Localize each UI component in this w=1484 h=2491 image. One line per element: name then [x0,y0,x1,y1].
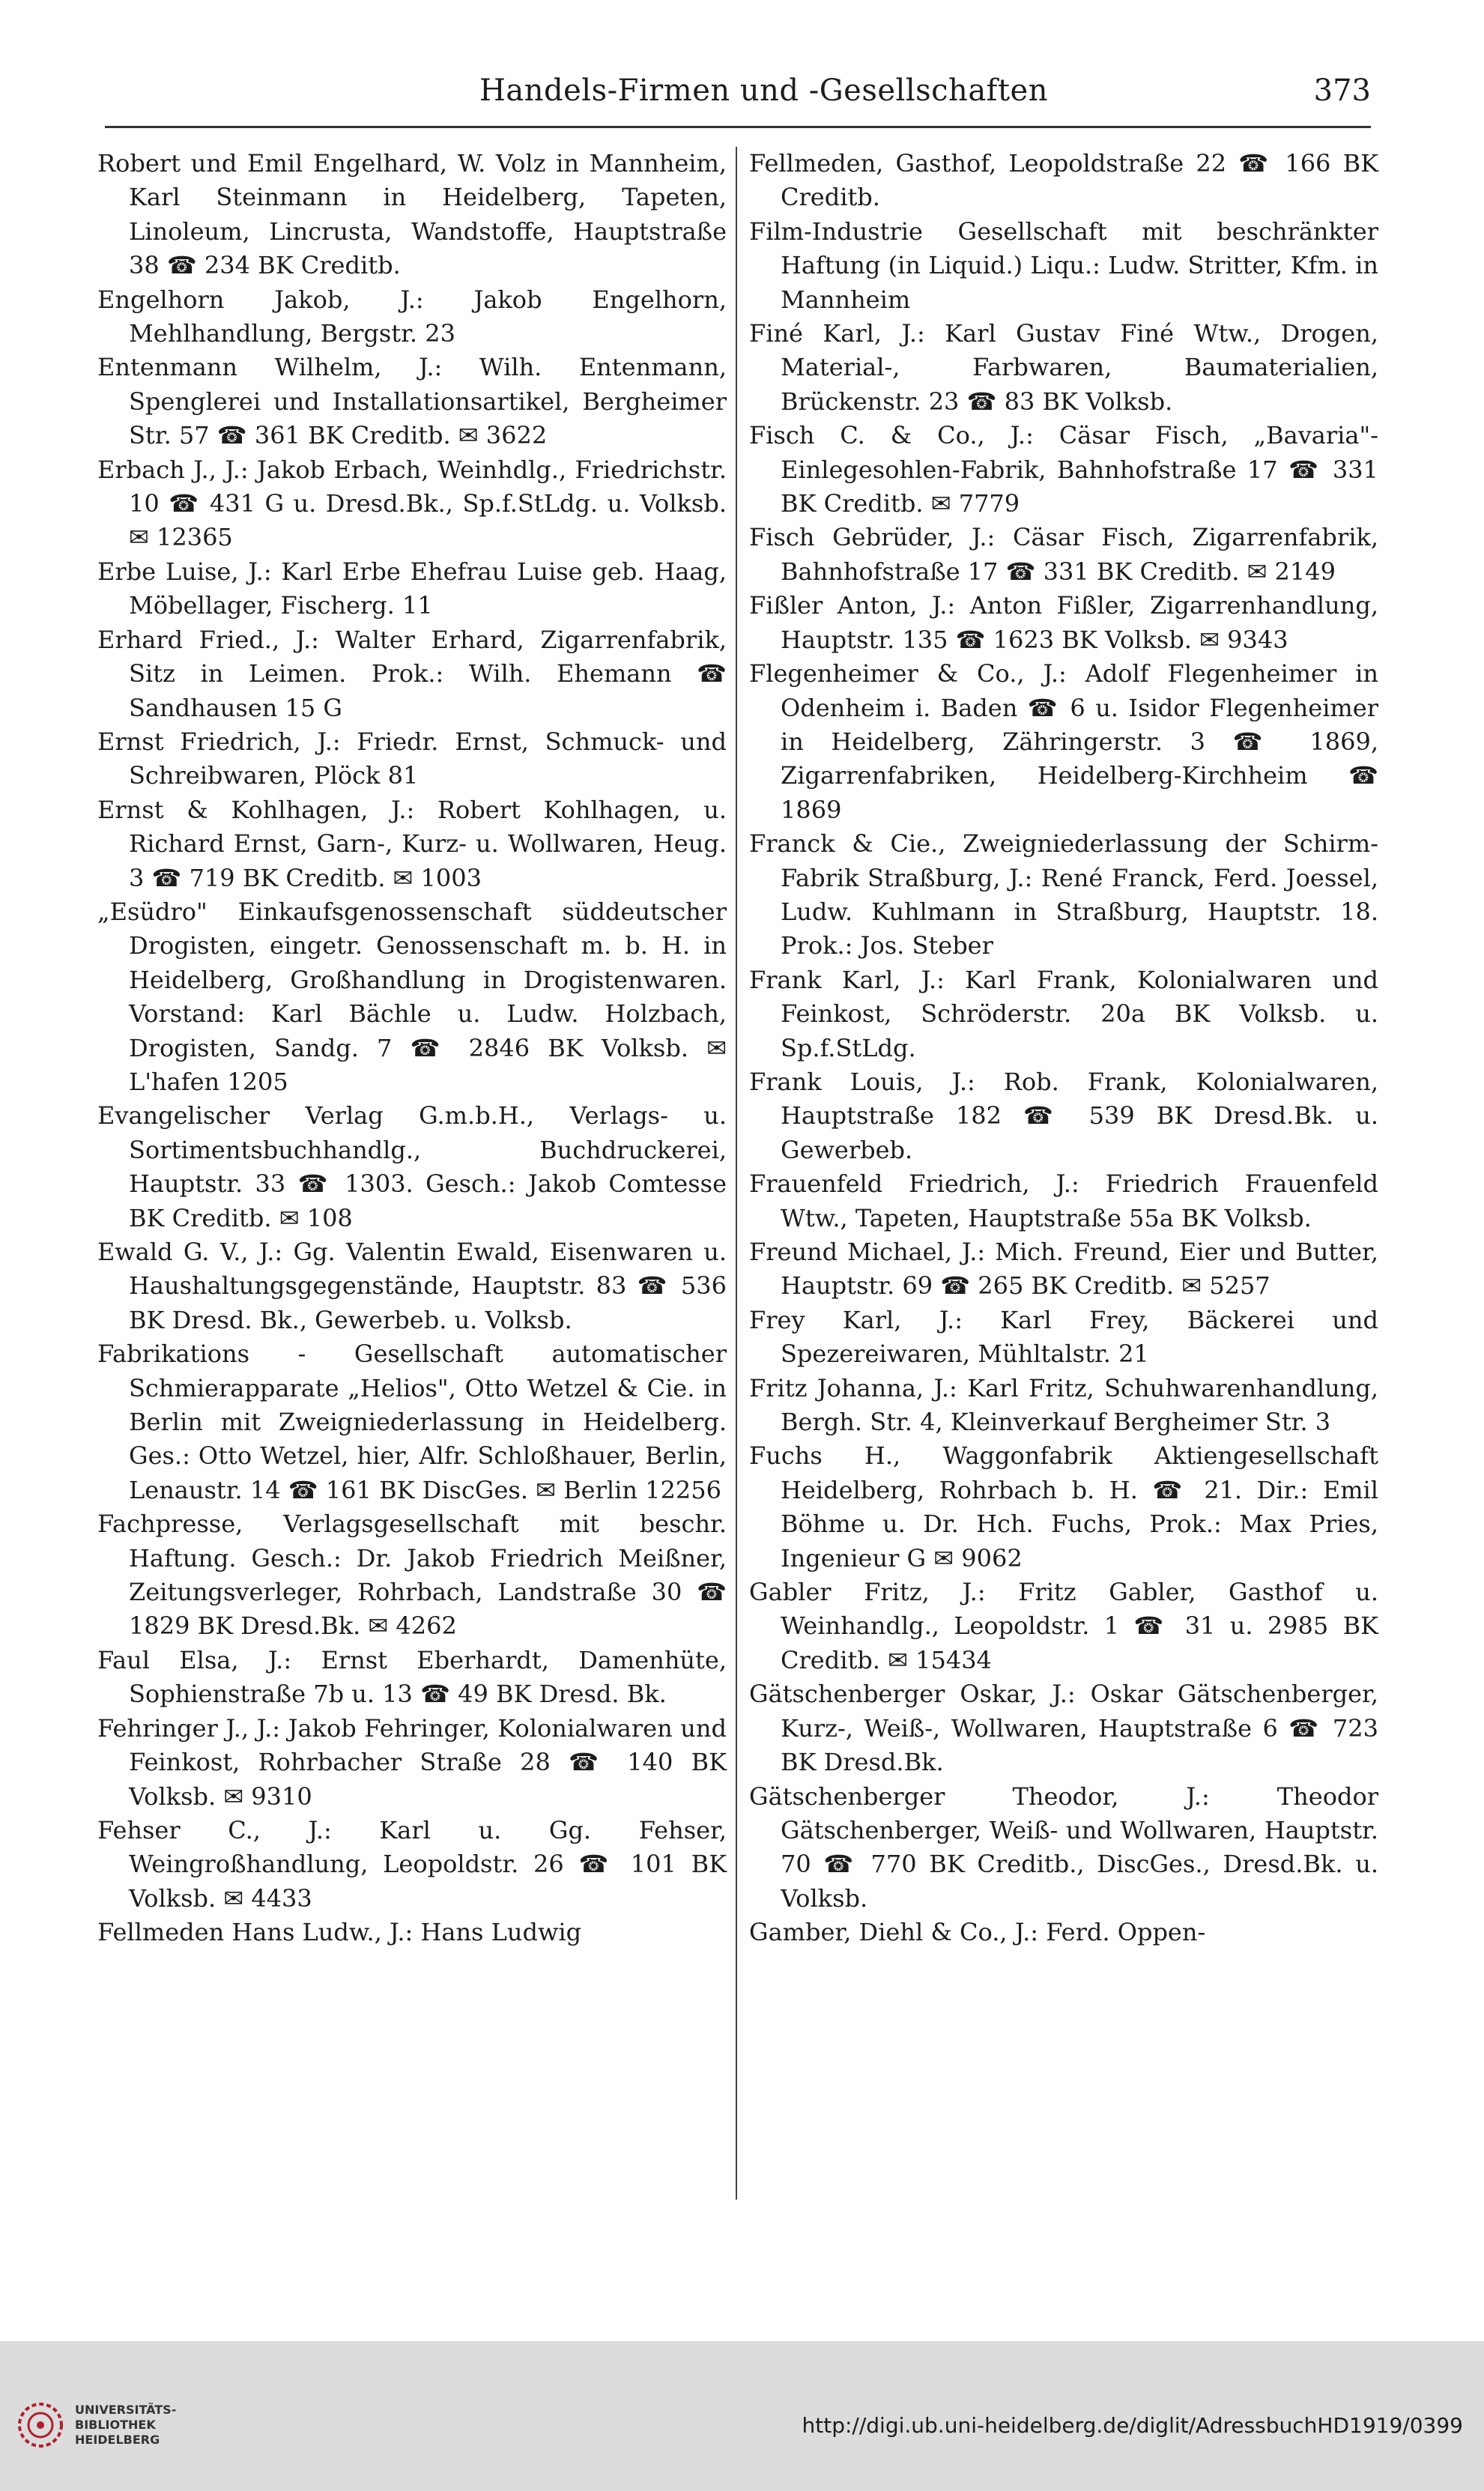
directory-entry: „Esüdro" Einkaufsgenossenschaft süddeutscher Drogisten, eingetr. Genossenschaft m. b. H. in Heidelberg, Großhandlung in Drogistenwaren. Vorstand: Karl Bächle u. Ludw. Holzbach, Drogisten, Sandg. 7 ☎ 2846 BK Volksb. ✉ L'hafen 1205 [97,897,727,1096]
source-url-link[interactable]: http://digi.ub.uni-heidelberg.de/diglit/AdressbuchHD1919/0399 [802,2413,1463,2438]
directory-entry: Fisch Gebrüder, J.: Cäsar Fisch, Zigarrenfabrik, Bahnhofstraße 17 ☎ 331 BK Creditb. ✉ 2149 [749,523,1378,586]
page-header [105,66,1371,128]
directory-entry: Film-Industrie Gesellschaft mit beschränkter Haftung (in Liquid.) Liqu.: Ludw. Stritter, Kfm. in Mannheim [749,217,1378,314]
directory-entry: Fißler Anton, J.: Anton Fißler, Zigarrenhandlung, Hauptstr. 135 ☎ 1623 BK Volksb. ✉ 9343 [749,591,1378,654]
directory-entry: Ewald G. V., J.: Gg. Valentin Ewald, Eisenwaren u. Haushaltungsgegenstände, Hauptstr. 83 ☎ 536 BK Dresd. Bk., Gewerbeb. u. Volksb. [97,1238,727,1334]
directory-entry: Frey Karl, J.: Karl Frey, Bäckerei und Spezereiwaren, Mühltalstr. 21 [749,1305,1378,1369]
directory-entry: Erbe Luise, J.: Karl Erbe Ehefrau Luise geb. Haag, Möbellager, Fischerg. 11 [97,557,727,620]
directory-entry: Fachpresse, Verlagsgesellschaft mit beschr. Haftung. Gesch.: Dr. Jakob Friedrich Meißner, Zeitungsverleger, Rohrbach, Landstraße 30 ☎ 1829 BK Dresd.Bk. ✉ 4262 [97,1510,727,1641]
directory-entry: Robert und Emil Engelhard, W. Volz in Mannheim, Karl Steinmann in Heidelberg, Tapeten, Linoleum, Lincrusta, Wandstoffe, Hauptstraße 38 ☎ 234 BK Creditb. [97,149,727,280]
directory-entry: Frauenfeld Friedrich, J.: Friedrich Frauenfeld Wtw., Tapeten, Hauptstraße 55a BK Volksb. [749,1169,1378,1232]
directory-entry: Gabler Fritz, J.: Fritz Gabler, Gasthof u. Weinhandlg., Leopoldstr. 1 ☎ 31 u. 2985 BK Creditb. ✉ 15434 [749,1578,1378,1674]
directory-entry: Fellmeden Hans Ludw., J.: Hans Ludwig [97,1918,582,1947]
directory-entry: Fellmeden, Gasthof, Leopoldstraße 22 ☎ 166 BK Creditb. [749,149,1378,212]
directory-entry: Franck & Cie., Zweigniederlassung der Schirm-Fabrik Straßburg, J.: René Franck, Ferd. Joessel, Ludw. Kuhlmann in Straßburg, Hauptstr. 18. Prok.: Jos. Steber [749,829,1378,960]
directory-entry: Engelhorn Jakob, J.: Jakob Engelhorn, Mehlhandlung, Bergstr. 23 [97,285,727,348]
right-column [749,147,1378,1950]
directory-entry: Fuchs H., Waggonfabrik Aktiengesellschaft Heidelberg, Rohrbach b. H. ☎ 21. Dir.: Emil Böhme u. Dr. Hch. Fuchs, Prok.: Max Pries, Ingenieur G ✉ 9062 [749,1441,1378,1573]
directory-entry: Erbach J., J.: Jakob Erbach, Weinhdlg., Friedrichstr. 10 ☎ 431 G u. Dresd.Bk., Sp.f.StLdg. u. Volksb. ✉ 12365 [97,455,727,552]
column-divider [736,147,737,2200]
directory-entry: Entenmann Wilhelm, J.: Wilh. Entenmann, Spenglerei und Installationsartikel, Bergheimer Str. 57 ☎ 361 BK Creditb. ✉ 3622 [97,353,727,450]
directory-entry: Ernst & Kohlhagen, J.: Robert Kohlhagen, u. Richard Ernst, Garn-, Kurz- u. Wollwaren, Heug. 3 ☎ 719 BK Creditb. ✉ 1003 [97,795,727,892]
footer-bar [0,2341,1484,2491]
directory-entry: Evangelischer Verlag G.m.b.H., Verlags- u. Sortimentsbuchhandlg., Buchdruckerei, Hauptstr. 33 ☎ 1303. Gesch.: Jakob Comtesse BK Creditb. ✉ 108 [97,1101,727,1232]
directory-entry: Gätschenberger Oskar, J.: Oskar Gätschenberger, Kurz-, Weiß-, Wollwaren, Hauptstraße 6 ☎ 723 BK Dresd.Bk. [749,1680,1378,1777]
directory-entry: Frank Karl, J.: Karl Frank, Kolonialwaren und Feinkost, Schröderstr. 20a BK Volksb. u. Sp.f.StLdg. [749,965,1378,1062]
directory-entry: Ernst Friedrich, J.: Friedr. Ernst, Schmuck- und Schreibwaren, Plöck 81 [97,727,727,790]
library-name [75,2403,176,2448]
directory-entry: Fritz Johanna, J.: Karl Fritz, Schuhwarenhandlung, Bergh. Str. 4, Kleinverkauf Bergheimer Str. 3 [749,1373,1378,1437]
directory-entry: Freund Michael, J.: Mich. Freund, Eier und Butter, Hauptstr. 69 ☎ 265 BK Creditb. ✉ 5257 [749,1238,1378,1301]
directory-entry: Fehser C., J.: Karl u. Gg. Fehser, Weingroßhandlung, Leopoldstr. 26 ☎ 101 BK Volksb. ✉ 4433 [97,1815,727,1913]
library-name-line: UNIVERSITÄTS- [75,2403,177,2417]
directory-entry: Gätschenberger Theodor, J.: Theodor Gätschenberger, Weiß- und Wollwaren, Hauptstr. 70 ☎ 770 BK Creditb., DiscGes., Dresd.Bk. u. Volksb. [749,1782,1378,1913]
university-library-logo-icon [16,2401,64,2449]
directory-entry: Frank Louis, J.: Rob. Frank, Kolonialwaren, Hauptstraße 182 ☎ 539 BK Dresd.Bk. u. Gewerbeb. [749,1067,1378,1164]
library-name-line: HEIDELBERG [75,2433,160,2447]
directory-entry: Flegenheimer & Co., J.: Adolf Flegenheimer in Odenheim i. Baden ☎ 6 u. Isidor Flegenheimer in Heidelberg, Zähringerstr. 3 ☎ 1869, Zigarrenfabriken, Heidelberg-Kirchheim ☎ 1869 [749,659,1378,824]
directory-entry: Fabrikations - Gesellschaft automatischer Schmierapparate „Helios", Otto Wetzel & Cie. in Berlin mit Zweigniederlassung in Heidelberg. Ges.: Otto Wetzel, hier, Alfr. Schloßhauer, Berlin, Lenaustr. 14 ☎ 161 BK DiscGes. ✉ Berlin 12256 [97,1340,727,1504]
directory-entry: Fisch C. & Co., J.: Cäsar Fisch, „Bavaria"-Einlegesohlen-Fabrik, Bahnhofstraße 17 ☎ 331 BK Creditb. ✉ 7779 [749,421,1378,518]
directory-columns [97,147,1378,2207]
library-name-line: BIBLIOTHEK [75,2418,156,2432]
directory-entry: Finé Karl, J.: Karl Gustav Finé Wtw., Drogen, Material-, Farbwaren, Baumaterialien, Brückenstr. 23 ☎ 83 BK Volksb. [749,319,1378,416]
directory-entry: Fehringer J., J.: Jakob Fehringer, Kolonialwaren und Feinkost, Rohrbacher Straße 28 ☎ 140 BK Volksb. ✉ 9310 [97,1713,727,1811]
page-number: 373 [1313,73,1371,108]
running-title: Handels-Firmen und -Gesellschaften [479,73,1048,108]
directory-entry: Gamber, Diehl & Co., J.: Ferd. Oppen- [749,1918,1206,1947]
left-column [97,147,727,1950]
directory-entry: Erhard Fried., J.: Walter Erhard, Zigarrenfabrik, Sitz in Leimen. Prok.: Wilh. Ehemann ☎ Sandhausen 15 G [97,625,727,722]
directory-entry: Faul Elsa, J.: Ernst Eberhardt, Damenhüte, Sophienstraße 7b u. 13 ☎ 49 BK Dresd. Bk. [97,1645,727,1709]
